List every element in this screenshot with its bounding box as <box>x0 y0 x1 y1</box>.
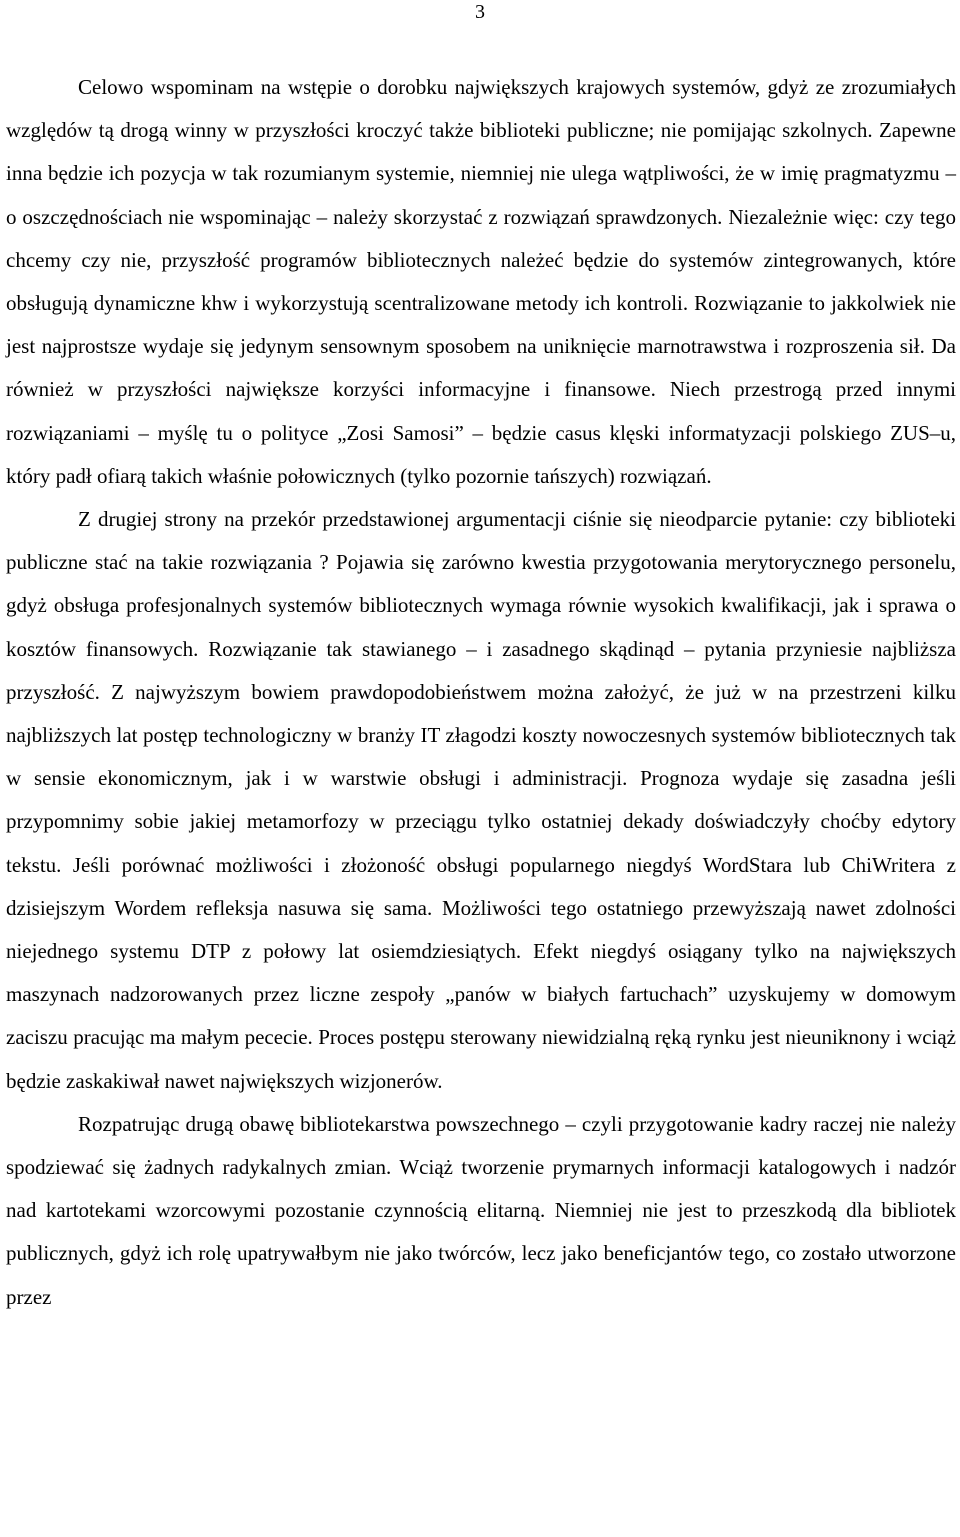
paragraph: Z drugiej strony na przekór przedstawionej argumentacji ciśnie się nieodparcie pytanie: czy biblioteki publiczne stać na takie rozwiązania ? Pojawia się zarówno kwestia przygotowania merytorycznego personelu, gdyż obsługa profesjonalnych systemów bibliotecznych wymaga równie wysokich kwalifikacji, jak i sprawa o kosztów finansowych. Rozwiązanie tak stawianego – i zasadnego skądinąd – pytania przyniesie najbliższa przyszłość. Z najwyższym bowiem prawdopodobieństwem można założyć, że już w na przestrzeni kilku najbliższych lat postęp technologiczny w branży IT złagodzi koszty nowoczesnych systemów bibliotecznych tak w sensie ekonomicznym, jak i w warstwie obsługi i administracji. Prognoza wydaje się zasadna jeśli przypomnimy sobie jakiej metamorfozy w przeciągu tylko ostatniej dekady doświadczyły choćby edytory tekstu. Jeśli porównać możliwości i złożoność obsługi popularnego niegdyś WordStara lub ChiWritera z dzisiejszym Wordem refleksja nasuwa się sama. Możliwości tego ostatniego przewyższają nawet zdolności niejednego systemu DTP z połowy lat osiemdziesiątych. Efekt niegdyś osiągany tylko na największych maszynach nadzorowanych przez liczne zespoły „panów w białych fartuchach” uzyskujemy w domowym zaciszu pracując ma małym pececie. Proces postępu sterowany niewidzialną ręką rynku jest nieuniknony i wciąż będzie zaskakiwał nawet największych wizjonerów. <box>6 507 956 1093</box>
paragraph: Celowo wspominam na wstępie o dorobku największych krajowych systemów, gdyż ze zrozumiałych względów tą drogą winny w przyszłości kroczyć także biblioteki publiczne; nie pomijając szkolnych. Zapewne inna będzie ich pozycja w tak rozumianym systemie, niemniej nie ulega wątpliwości, że w imię pragmatyzmu – o oszczędnościach nie wspominając – należy skorzystać z rozwiązań sprawdzonych. Niezależnie więc: czy tego chcemy czy nie, przyszłość programów bibliotecznych należeć będzie do systemów zintegrowanych, które obsługują dynamiczne khw i wykorzystują scentralizowane metody ich kontroli. Rozwiązanie to jakkolwiek nie jest najprostsze wydaje się jedynym sensownym sposobem na uniknięcie marnotrawstwa i rozproszenia sił. Da również w przyszłości największe korzyści informacyjne i finansowe. Niech przestrogą przed innymi rozwiązaniami – myślę tu o polityce „Zosi Samosi” – będzie casus klęski informatyzacji polskiego ZUS–u, który padł ofiarą takich właśnie połowicznych (tylko pozornie tańszych) rozwiązań. <box>6 75 956 488</box>
page-number: 3 <box>475 1 485 23</box>
document-body <box>6 66 956 1319</box>
paragraph: Rozpatrując drugą obawę bibliotekarstwa powszechnego – czyli przygotowanie kadry raczej nie należy spodziewać się żadnych radykalnych zmian. Wciąż tworzenie prymarnych informacji katalogowych i nadzór nad kartotekami wzorcowymi pozostanie czynnością elitarną. Niemniej nie jest to przeszkodą dla bibliotek publicznych, gdyż ich rolę upatrywałbym nie jako twórców, lecz jako beneficjantów tego, co zostało utworzone przez <box>6 1111 956 1309</box>
